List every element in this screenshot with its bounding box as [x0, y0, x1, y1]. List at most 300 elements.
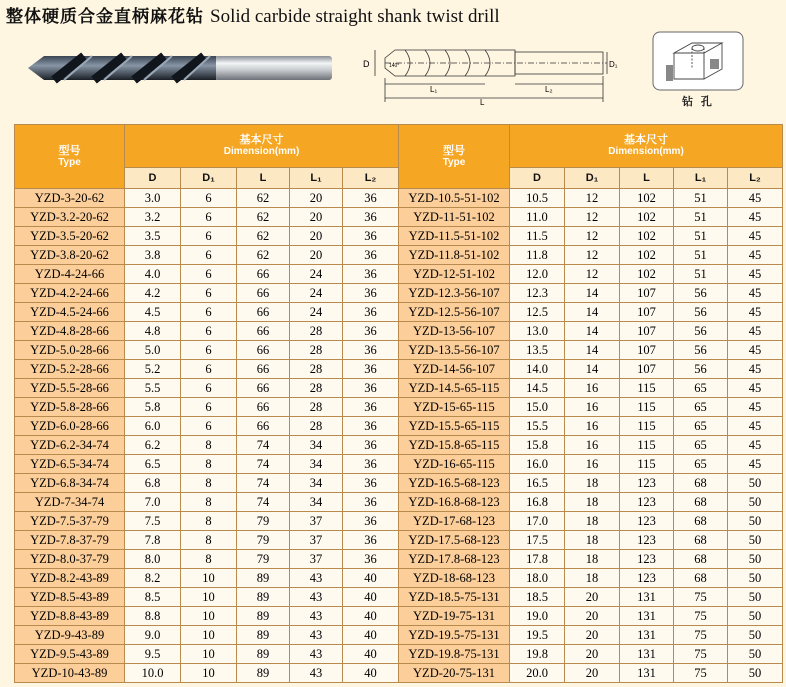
- dimension-cell: 34: [290, 493, 343, 512]
- dimension-cell: 36: [343, 208, 399, 227]
- dimension-cell: 12: [565, 189, 620, 208]
- dimension-cell: 9.5: [125, 645, 181, 664]
- model-cell: YZD-5.5-28-66: [15, 379, 125, 398]
- dimension-cell: 28: [290, 341, 343, 360]
- dimension-cell: 74: [237, 436, 290, 455]
- dimension-cell: 50: [728, 550, 783, 569]
- dimension-cell: 40: [343, 569, 399, 588]
- dimension-cell: 131: [620, 626, 674, 645]
- dimension-cell: 62: [237, 246, 290, 265]
- label-d1: D₁: [609, 60, 618, 69]
- dimension-cell: 56: [674, 322, 728, 341]
- model-cell: YZD-15.8-65-115: [399, 436, 510, 455]
- dimension-cell: 15.8: [510, 436, 565, 455]
- label-l1: L₁: [430, 85, 438, 94]
- dimension-cell: 15.0: [510, 398, 565, 417]
- dimension-cell: 17.0: [510, 512, 565, 531]
- model-cell: YZD-19-75-131: [399, 607, 510, 626]
- dimension-cell: 24: [290, 265, 343, 284]
- dimension-cell: 8.0: [125, 550, 181, 569]
- model-cell: YZD-4-24-66: [15, 265, 125, 284]
- dimension-cell: 36: [343, 284, 399, 303]
- dimension-cell: 43: [290, 569, 343, 588]
- dimension-cell: 123: [620, 531, 674, 550]
- dimension-cell: 102: [620, 265, 674, 284]
- dimension-cell: 6: [181, 417, 237, 436]
- dimension-cell: 36: [343, 227, 399, 246]
- dimension-cell: 28: [290, 398, 343, 417]
- dimension-cell: 19.0: [510, 607, 565, 626]
- dimension-cell: 36: [343, 493, 399, 512]
- dimension-cell: 123: [620, 550, 674, 569]
- dimension-cell: 36: [343, 455, 399, 474]
- dimension-cell: 115: [620, 436, 674, 455]
- dimension-cell: 15.5: [510, 417, 565, 436]
- dimension-cell: 66: [237, 360, 290, 379]
- dimension-cell: 107: [620, 284, 674, 303]
- dimension-cell: 16.8: [510, 493, 565, 512]
- dimension-cell: 50: [728, 474, 783, 493]
- model-cell: YZD-5.2-28-66: [15, 360, 125, 379]
- model-cell: YZD-18.5-75-131: [399, 588, 510, 607]
- dimension-cell: 65: [674, 417, 728, 436]
- col-header-l2: L₂: [728, 168, 783, 189]
- dimension-cell: 10: [181, 645, 237, 664]
- dimension-cell: 45: [728, 436, 783, 455]
- dimension-cell: 16: [565, 455, 620, 474]
- table-row: [15, 208, 783, 227]
- dimension-cell: 6: [181, 246, 237, 265]
- dimension-cell: 20: [290, 189, 343, 208]
- dimension-cell: 89: [237, 569, 290, 588]
- dimension-cell: 43: [290, 626, 343, 645]
- dimension-cell: 6: [181, 284, 237, 303]
- dimension-cell: 7.8: [125, 531, 181, 550]
- dimension-cell: 36: [343, 417, 399, 436]
- model-cell: YZD-8.5-43-89: [15, 588, 125, 607]
- dimension-cell: 36: [343, 360, 399, 379]
- dimension-cell: 123: [620, 569, 674, 588]
- dimension-cell: 50: [728, 607, 783, 626]
- dimension-cell: 6: [181, 379, 237, 398]
- dimension-cell: 14.0: [510, 360, 565, 379]
- dimension-cell: 28: [290, 360, 343, 379]
- dimension-cell: 115: [620, 417, 674, 436]
- model-cell: YZD-19.8-75-131: [399, 645, 510, 664]
- dimension-cell: 8: [181, 455, 237, 474]
- dimension-cell: 4.2: [125, 284, 181, 303]
- dimension-cell: 16: [565, 398, 620, 417]
- dimension-cell: 107: [620, 341, 674, 360]
- dimension-cell: 8: [181, 550, 237, 569]
- dimension-cell: 4.5: [125, 303, 181, 322]
- dimension-cell: 62: [237, 208, 290, 227]
- model-cell: YZD-11.5-51-102: [399, 227, 510, 246]
- dimension-cell: 18.5: [510, 588, 565, 607]
- dimension-cell: 107: [620, 360, 674, 379]
- dimension-cell: 8.8: [125, 607, 181, 626]
- dimension-cell: 3.8: [125, 246, 181, 265]
- dimension-cell: 40: [343, 588, 399, 607]
- dimension-cell: 65: [674, 436, 728, 455]
- table-row: [15, 569, 783, 588]
- dimension-cell: 74: [237, 455, 290, 474]
- dimension-cell: 20: [290, 208, 343, 227]
- table-row: [15, 341, 783, 360]
- dimension-cell: 37: [290, 512, 343, 531]
- table-row: [15, 227, 783, 246]
- dimension-cell: 20: [565, 664, 620, 683]
- model-cell: YZD-8.2-43-89: [15, 569, 125, 588]
- dimension-cell: 20.0: [510, 664, 565, 683]
- dimension-cell: 36: [343, 436, 399, 455]
- dimension-cell: 51: [674, 246, 728, 265]
- table-row: [15, 645, 783, 664]
- spec-table-body: [15, 189, 783, 683]
- dimension-cell: 18: [565, 474, 620, 493]
- dimension-cell: 36: [343, 265, 399, 284]
- dimension-cell: 36: [343, 474, 399, 493]
- dimension-cell: 20: [565, 607, 620, 626]
- dimension-cell: 62: [237, 189, 290, 208]
- dimension-cell: 36: [343, 341, 399, 360]
- model-cell: YZD-17.5-68-123: [399, 531, 510, 550]
- dimension-cell: 40: [343, 607, 399, 626]
- model-cell: YZD-15.5-65-115: [399, 417, 510, 436]
- dimension-cell: 50: [728, 645, 783, 664]
- model-cell: YZD-16.8-68-123: [399, 493, 510, 512]
- model-cell: YZD-4.2-24-66: [15, 284, 125, 303]
- dimension-cell: 6.8: [125, 474, 181, 493]
- dimension-cell: 10: [181, 664, 237, 683]
- dimension-cell: 43: [290, 607, 343, 626]
- dimension-cell: 8: [181, 493, 237, 512]
- dimension-cell: 68: [674, 531, 728, 550]
- dimension-cell: 43: [290, 645, 343, 664]
- dimension-cell: 12.3: [510, 284, 565, 303]
- dimension-cell: 24: [290, 284, 343, 303]
- table-row: [15, 417, 783, 436]
- table-row: [15, 189, 783, 208]
- drill-dimension-diagram: [355, 40, 618, 107]
- model-cell: YZD-10-43-89: [15, 664, 125, 683]
- dimension-cell: 45: [728, 341, 783, 360]
- dimension-cell: 45: [728, 227, 783, 246]
- dimension-cell: 6: [181, 341, 237, 360]
- dimension-cell: 107: [620, 322, 674, 341]
- dimension-cell: 13.5: [510, 341, 565, 360]
- dimension-header-right: 基本尺寸 Dimension(mm): [510, 125, 783, 168]
- col-header-l: L: [620, 168, 674, 189]
- dimension-cell: 51: [674, 227, 728, 246]
- table-row: [15, 379, 783, 398]
- dimension-cell: 20: [565, 626, 620, 645]
- model-cell: YZD-14-56-107: [399, 360, 510, 379]
- dimension-cell: 9.0: [125, 626, 181, 645]
- dimension-cell: 107: [620, 303, 674, 322]
- model-cell: YZD-12.3-56-107: [399, 284, 510, 303]
- dimension-cell: 5.5: [125, 379, 181, 398]
- dimension-cell: 36: [343, 550, 399, 569]
- model-cell: YZD-18-68-123: [399, 569, 510, 588]
- dimension-cell: 50: [728, 493, 783, 512]
- dimension-cell: 75: [674, 607, 728, 626]
- dimension-cell: 10: [181, 569, 237, 588]
- model-cell: YZD-4.8-28-66: [15, 322, 125, 341]
- dimension-cell: 45: [728, 455, 783, 474]
- table-row: [15, 455, 783, 474]
- dimension-cell: 6: [181, 398, 237, 417]
- dimension-cell: 45: [728, 360, 783, 379]
- col-header-l: L: [237, 168, 290, 189]
- dimension-cell: 18.0: [510, 569, 565, 588]
- model-cell: YZD-7.8-37-79: [15, 531, 125, 550]
- dimension-cell: 45: [728, 322, 783, 341]
- dimension-cell: 6: [181, 322, 237, 341]
- dimension-cell: 14: [565, 284, 620, 303]
- dimension-cell: 6: [181, 227, 237, 246]
- table-row: [15, 398, 783, 417]
- dimension-cell: 3.0: [125, 189, 181, 208]
- type-header-right: 型号 Type: [399, 125, 510, 189]
- table-row: [15, 588, 783, 607]
- dimension-cell: 37: [290, 550, 343, 569]
- spec-table: [14, 124, 783, 683]
- dimension-cell: 18: [565, 512, 620, 531]
- dimension-cell: 12: [565, 227, 620, 246]
- dimension-cell: 16.0: [510, 455, 565, 474]
- dimension-cell: 36: [343, 379, 399, 398]
- col-header-d: D: [510, 168, 565, 189]
- dimension-cell: 10: [181, 607, 237, 626]
- dimension-cell: 65: [674, 379, 728, 398]
- dimension-cell: 102: [620, 246, 674, 265]
- dimension-cell: 17.5: [510, 531, 565, 550]
- dimension-cell: 75: [674, 588, 728, 607]
- dimension-cell: 40: [343, 664, 399, 683]
- dimension-cell: 6: [181, 265, 237, 284]
- label-angle: 140°: [389, 63, 400, 69]
- dimension-cell: 131: [620, 607, 674, 626]
- table-row: [15, 246, 783, 265]
- table-row: [15, 284, 783, 303]
- dimension-cell: 66: [237, 379, 290, 398]
- dimension-cell: 79: [237, 550, 290, 569]
- dimension-cell: 56: [674, 303, 728, 322]
- model-cell: YZD-5.0-28-66: [15, 341, 125, 360]
- dimension-cell: 75: [674, 645, 728, 664]
- model-cell: YZD-3.8-20-62: [15, 246, 125, 265]
- drill-photo: [24, 50, 334, 86]
- model-cell: YZD-6.2-34-74: [15, 436, 125, 455]
- table-row: [15, 474, 783, 493]
- dimension-cell: 50: [728, 512, 783, 531]
- dimension-cell: 45: [728, 379, 783, 398]
- model-cell: YZD-11-51-102: [399, 208, 510, 227]
- dimension-cell: 36: [343, 189, 399, 208]
- label-d: D: [363, 59, 370, 69]
- dimension-cell: 16: [565, 379, 620, 398]
- dimension-cell: 123: [620, 474, 674, 493]
- dimension-cell: 24: [290, 303, 343, 322]
- dimension-cell: 51: [674, 265, 728, 284]
- dimension-cell: 34: [290, 455, 343, 474]
- table-row: [15, 531, 783, 550]
- dimension-cell: 66: [237, 322, 290, 341]
- dimension-cell: 89: [237, 607, 290, 626]
- dimension-cell: 16: [565, 436, 620, 455]
- dimension-cell: 17.8: [510, 550, 565, 569]
- dimension-cell: 8: [181, 436, 237, 455]
- table-row: [15, 493, 783, 512]
- dimension-cell: 34: [290, 474, 343, 493]
- dimension-cell: 68: [674, 569, 728, 588]
- dimension-cell: 45: [728, 417, 783, 436]
- dimension-cell: 10.5: [510, 189, 565, 208]
- dimension-cell: 43: [290, 588, 343, 607]
- dimension-cell: 40: [343, 626, 399, 645]
- dimension-cell: 20: [565, 645, 620, 664]
- dimension-cell: 8.2: [125, 569, 181, 588]
- dimension-cell: 56: [674, 284, 728, 303]
- model-cell: YZD-8.8-43-89: [15, 607, 125, 626]
- dimension-cell: 40: [343, 645, 399, 664]
- col-header-d1: D₁: [181, 168, 237, 189]
- dimension-cell: 102: [620, 227, 674, 246]
- dimension-cell: 66: [237, 284, 290, 303]
- table-row: [15, 550, 783, 569]
- table-row: [15, 303, 783, 322]
- dimension-cell: 56: [674, 360, 728, 379]
- dimension-cell: 75: [674, 626, 728, 645]
- table-row: [15, 664, 783, 683]
- dimension-cell: 36: [343, 322, 399, 341]
- model-cell: YZD-7.5-37-79: [15, 512, 125, 531]
- dimension-cell: 89: [237, 588, 290, 607]
- dimension-cell: 50: [728, 531, 783, 550]
- dimension-cell: 13.0: [510, 322, 565, 341]
- dimension-cell: 115: [620, 379, 674, 398]
- dimension-cell: 28: [290, 379, 343, 398]
- dimension-cell: 7.5: [125, 512, 181, 531]
- dimension-cell: 6: [181, 189, 237, 208]
- title-chinese: 整体硬质合金直柄麻花钻: [6, 7, 204, 27]
- dimension-cell: 66: [237, 265, 290, 284]
- model-cell: YZD-17-68-123: [399, 512, 510, 531]
- dimension-cell: 36: [343, 303, 399, 322]
- dimension-cell: 14: [565, 322, 620, 341]
- dimension-cell: 115: [620, 398, 674, 417]
- col-header-l1: L₁: [290, 168, 343, 189]
- dimension-cell: 5.2: [125, 360, 181, 379]
- dimension-cell: 50: [728, 664, 783, 683]
- dimension-cell: 45: [728, 303, 783, 322]
- dimension-cell: 79: [237, 512, 290, 531]
- dimension-cell: 18: [565, 569, 620, 588]
- dimension-cell: 16: [565, 417, 620, 436]
- table-row: [15, 626, 783, 645]
- dimension-cell: 68: [674, 512, 728, 531]
- model-cell: YZD-12-51-102: [399, 265, 510, 284]
- dimension-cell: 3.2: [125, 208, 181, 227]
- dimension-cell: 18: [565, 550, 620, 569]
- col-header-d1: D₁: [565, 168, 620, 189]
- dimension-cell: 131: [620, 588, 674, 607]
- dimension-cell: 43: [290, 664, 343, 683]
- dimension-cell: 8.5: [125, 588, 181, 607]
- dimension-cell: 66: [237, 417, 290, 436]
- dimension-cell: 12: [565, 265, 620, 284]
- model-cell: YZD-10.5-51-102: [399, 189, 510, 208]
- dimension-cell: 20: [565, 588, 620, 607]
- model-cell: YZD-9.5-43-89: [15, 645, 125, 664]
- dimension-cell: 45: [728, 189, 783, 208]
- dimension-cell: 11.8: [510, 246, 565, 265]
- dimension-cell: 50: [728, 626, 783, 645]
- dimension-cell: 8: [181, 531, 237, 550]
- dimension-cell: 89: [237, 626, 290, 645]
- dimension-cell: 6: [181, 208, 237, 227]
- model-cell: YZD-16.5-68-123: [399, 474, 510, 493]
- dimension-cell: 11.5: [510, 227, 565, 246]
- dimension-cell: 51: [674, 208, 728, 227]
- dimension-cell: 102: [620, 189, 674, 208]
- dimension-cell: 6.2: [125, 436, 181, 455]
- dimension-cell: 123: [620, 512, 674, 531]
- table-row: [15, 265, 783, 284]
- dimension-cell: 3.5: [125, 227, 181, 246]
- dimension-cell: 51: [674, 189, 728, 208]
- table-row: [15, 322, 783, 341]
- model-cell: YZD-3.5-20-62: [15, 227, 125, 246]
- table-row: [15, 360, 783, 379]
- dimension-cell: 68: [674, 493, 728, 512]
- dimension-cell: 34: [290, 436, 343, 455]
- dimension-cell: 66: [237, 341, 290, 360]
- model-cell: YZD-16-65-115: [399, 455, 510, 474]
- model-cell: YZD-11.8-51-102: [399, 246, 510, 265]
- dimension-cell: 66: [237, 398, 290, 417]
- model-cell: YZD-14.5-65-115: [399, 379, 510, 398]
- page-title: [6, 2, 500, 28]
- dimension-cell: 12: [565, 208, 620, 227]
- dimension-cell: 45: [728, 398, 783, 417]
- title-english: Solid carbide straight shank twist drill: [210, 6, 500, 27]
- dimension-cell: 4.0: [125, 265, 181, 284]
- dimension-cell: 131: [620, 645, 674, 664]
- dimension-cell: 37: [290, 531, 343, 550]
- label-l2: L₂: [545, 85, 553, 94]
- table-row: [15, 512, 783, 531]
- dimension-cell: 8: [181, 512, 237, 531]
- dimension-cell: 74: [237, 474, 290, 493]
- spec-table-container: [14, 124, 782, 683]
- dimension-cell: 28: [290, 417, 343, 436]
- dimension-cell: 5.0: [125, 341, 181, 360]
- dimension-cell: 7.0: [125, 493, 181, 512]
- dimension-cell: 36: [343, 512, 399, 531]
- dimension-cell: 75: [674, 664, 728, 683]
- dimension-cell: 74: [237, 493, 290, 512]
- model-cell: YZD-8.0-37-79: [15, 550, 125, 569]
- dimension-cell: 6.5: [125, 455, 181, 474]
- dimension-cell: 131: [620, 664, 674, 683]
- dimension-cell: 6: [181, 360, 237, 379]
- drilling-hole-icon: [652, 31, 744, 91]
- dimension-cell: 14: [565, 303, 620, 322]
- dimension-cell: 50: [728, 569, 783, 588]
- col-header-d: D: [125, 168, 181, 189]
